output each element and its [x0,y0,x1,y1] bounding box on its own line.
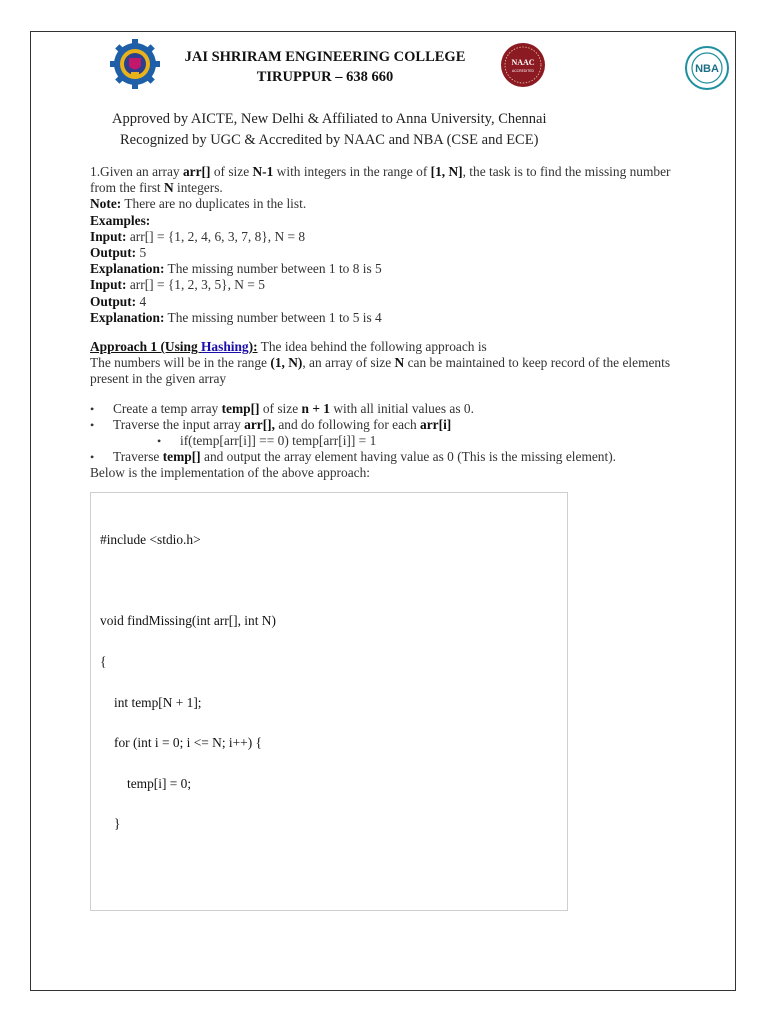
approach-intro: The idea behind the following approach is [257,339,487,355]
question-arr: arr[] [182,164,211,179]
note-label: Note: [90,196,122,212]
question-size: N-1 [252,164,274,179]
input-value: arr[] = {1, 2, 4, 6, 3, 7, 8}, N = 8 [126,228,306,244]
approach-text: The numbers will be in the range [90,355,271,371]
output-value: 5 [136,245,147,261]
approach-description [90,355,680,387]
step-text: if(temp[arr[i]] == 0) temp[arr[i]] = 1 [180,433,377,449]
approval-line-1: Approved by AICTE, New Delhi & Affiliated to Anna University, Chennai [112,111,547,127]
code-line: void findMissing(int arr[], int N) [100,613,276,628]
nba-logo-text: NBA [695,63,719,75]
list-item [90,401,680,417]
approach-text: , an array of size [302,355,395,371]
code-line: { [100,654,107,669]
approach-n: N [394,355,405,371]
step-bold: arr[i] [420,416,452,432]
code-line: for (int i = 0; i <= N; i++) { [114,735,262,750]
implementation-intro: Below is the implementation of the above approach: [90,465,371,481]
question-text: with integers in the range of [273,164,431,179]
naac-accreditation-seal [500,42,546,88]
code-line: } [114,816,121,831]
note-line [90,196,680,212]
step-text: Traverse [113,449,163,465]
step-text: and do following for each [275,416,421,432]
note-text: There are no duplicates in the list. [121,196,307,212]
example-input-line [90,277,680,293]
approach-range: (1, N) [270,355,303,371]
approach-title: Approach 1 (Using [90,339,201,355]
input-label: Input: [90,277,127,293]
approach-text: can be maintained to keep record of the elements present in the given array [90,355,671,387]
approach-title-suffix: ): [248,339,258,355]
approval-line-2: Recognized by UGC & Accredited by NAAC and NBA (CSE and ECE) [120,132,539,148]
college-emblem-logo [109,38,161,90]
question-n: N [164,180,174,196]
nba-accreditation-logo [685,46,729,90]
naac-seal-top-text: NAAC [511,58,535,67]
output-value: 4 [136,293,147,309]
step-bold: n + 1 [301,400,330,416]
examples-label: Examples: [90,212,151,228]
approach-steps [90,401,680,466]
output-label: Output: [90,245,137,261]
naac-seal-bottom-text: ACCREDITED [511,69,535,73]
question-text: integers. [173,180,223,196]
list-item [90,433,680,449]
input-label: Input: [90,228,127,244]
example-explanation-line [90,261,680,277]
document-body [90,164,680,482]
explanation-label: Explanation: [90,309,165,325]
input-value: arr[] = {1, 2, 3, 5}, N = 5 [126,277,265,293]
step-bold: temp[] [221,400,260,416]
list-item [90,417,680,433]
step-text: Traverse the input array [113,416,245,432]
example-output-line [90,245,680,261]
step-text: Create a temp array [113,400,222,416]
question-text: of size [210,164,253,179]
output-label: Output: [90,293,137,309]
approach-heading [90,339,680,355]
explanation-value: The missing number between 1 to 5 is 4 [164,309,382,325]
step-bold: temp[] [162,449,201,465]
question-range: [1, N] [430,164,463,179]
college-header [170,47,480,87]
code-line: #include <stdio.h> [100,532,201,547]
code-line: temp[i] = 0; [127,776,192,791]
step-text: and output the array element having value as 0 (This is the missing element). [200,449,617,465]
explanation-value: The missing number between 1 to 8 is 5 [164,261,382,277]
example-output-line [90,294,680,310]
code-line: int temp[N + 1]; [114,695,202,710]
list-item [90,449,680,465]
code-block [90,492,568,911]
question-statement [90,164,680,196]
step-bold: arr[], [244,416,275,432]
explanation-label: Explanation: [90,261,165,277]
step-text: with all initial values as 0. [330,400,474,416]
college-name: JAI SHRIRAM ENGINEERING COLLEGE [184,49,466,65]
step-text: of size [259,400,302,416]
question-text: , the task is to find the missing number from the first [90,164,671,196]
example-explanation-line [90,310,680,326]
college-location: TIRUPPUR – 638 660 [256,69,394,85]
hashing-link[interactable]: Hashing [201,339,249,355]
question-text: 1.Given an array [90,164,183,179]
example-input-line [90,229,680,245]
examples-heading [90,213,680,229]
approval-block [112,109,592,151]
